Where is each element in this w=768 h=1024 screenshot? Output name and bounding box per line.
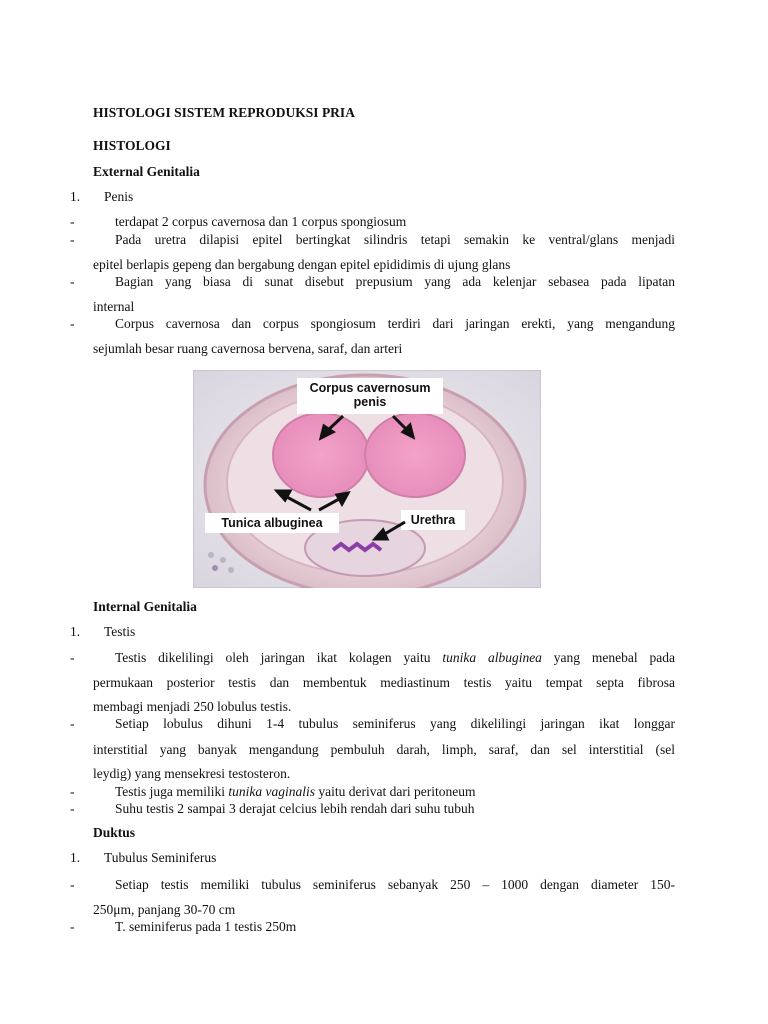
list-number: 1. (70, 189, 81, 204)
subheading-internal-genitalia: Internal Genitalia (93, 599, 197, 614)
document-title: HISTOLOGI SISTEM REPRODUKSI PRIA (93, 105, 355, 120)
label-urethra: Urethra (410, 513, 456, 527)
label-penis: penis (353, 395, 387, 409)
bullet-text-continued: 250μm, panjang 30-70 cm (93, 902, 236, 917)
bullet-text-continued: internal (93, 299, 135, 314)
penis-histology-figure (193, 370, 541, 588)
bullet-text: Setiap lobulus dihuni 1-4 tubulus seminiferus yang dikelilingi jaringan ikat longgar (115, 716, 675, 731)
bullet-dash: - (70, 919, 75, 934)
bullet-dash: - (70, 650, 75, 665)
bullet-dash: - (70, 716, 75, 731)
bullet-text: Suhu testis 2 sampai 3 derajat celcius lebih rendah dari suhu tubuh (115, 801, 475, 816)
bullet-text-continued: epitel berlapis gepeng dan bergabung dengan epitel epididimis di ujung glans (93, 257, 511, 272)
label-corpus-cavernosum: Corpus cavernosum (309, 381, 431, 395)
bullet-text-continued: leydig) yang mensekresi testosteron. (93, 766, 291, 781)
bullet-dash: - (70, 232, 75, 247)
list-item-tubulus-seminiferus: Tubulus Seminiferus (104, 850, 217, 865)
bullet-text-continued: permukaan posterior testis dan membentuk mediastinum testis yaitu tempat septa fibrosa (93, 675, 675, 690)
bullet-dash: - (70, 784, 75, 799)
subheading-duktus: Duktus (93, 825, 136, 840)
bullet-text-continued: sejumlah besar ruang cavernosa bervena, saraf, dan arteri (93, 341, 403, 356)
bullet-dash: - (70, 877, 75, 892)
section-heading-histologi: HISTOLOGI (93, 138, 171, 153)
list-number: 1. (70, 850, 81, 865)
bullet-text-continued: interstitial yang banyak mengandung pembuluh darah, limph, saraf, dan sel interstitial (sel (93, 742, 675, 757)
bullet-dash: - (70, 316, 75, 331)
bullet-text: Testis juga memiliki tunika vaginalis yaitu derivat dari peritoneum (115, 784, 476, 799)
bullet-text: T. seminiferus pada 1 testis 250m (115, 919, 297, 934)
bullet-text: Pada uretra dilapisi epitel bertingkat silindris tetapi semakin ke ventral/glans menjadi (115, 232, 675, 247)
bullet-text: Corpus cavernosa dan corpus spongiosum terdiri dari jaringan erekti, yang mengandung (115, 316, 675, 331)
bullet-dash: - (70, 801, 75, 816)
bullet-text: Setiap testis memiliki tubulus seminiferus sebanyak 250 – 1000 dengan diameter 150- (115, 877, 675, 892)
bullet-dash: - (70, 214, 75, 229)
subheading-external-genitalia: External Genitalia (93, 164, 200, 179)
list-number: 1. (70, 624, 81, 639)
list-item-penis: Penis (104, 189, 134, 204)
bullet-text: terdapat 2 corpus cavernosa dan 1 corpus spongiosum (115, 214, 407, 229)
bullet-text-continued: membagi menjadi 250 lobulus testis. (93, 699, 292, 714)
bullet-text: Testis dikelilingi oleh jaringan ikat kolagen yaitu tunika albuginea yang menebal pada (115, 650, 675, 665)
bullet-dash: - (70, 274, 75, 289)
histology-micrograph (193, 370, 541, 588)
bullet-text: Bagian yang biasa di sunat disebut prepusium yang ada kelenjar sebasea pada lipatan (115, 274, 675, 289)
label-tunica-albuginea: Tunica albuginea (221, 516, 323, 530)
list-item-testis: Testis (104, 624, 136, 639)
